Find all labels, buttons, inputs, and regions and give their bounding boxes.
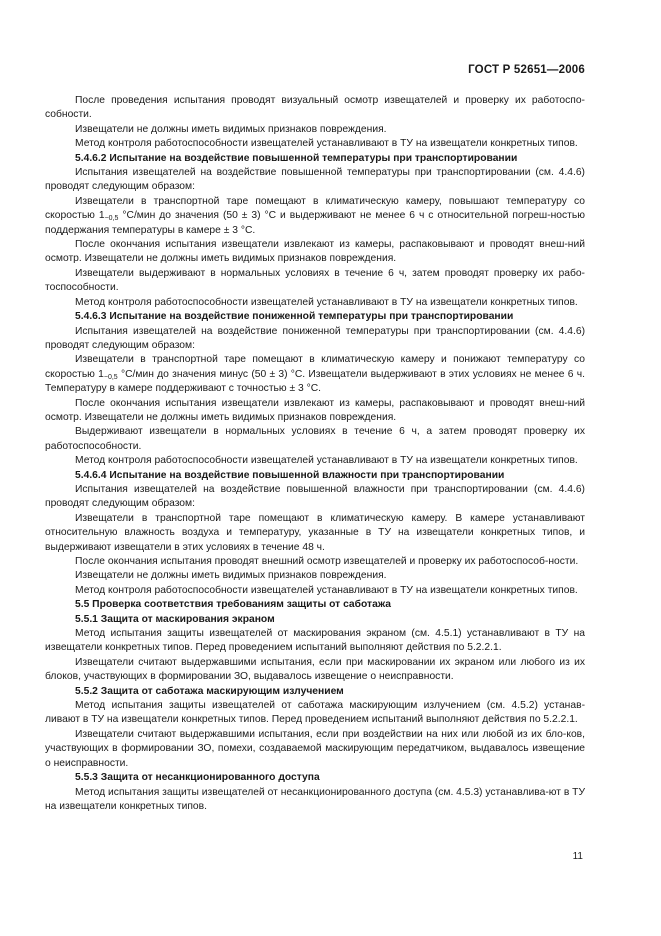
paragraph: Метод контроля работоспособности извещателей устанавливают в ТУ на извещатели конкретных типов. xyxy=(75,455,578,467)
paragraph: Извещатели считают выдержавшими испытания, если при маскировании их экраном или любого из их блоков, участвующих в формировании ЗО, выдавалось извещение о неисправности. xyxy=(45,656,585,683)
section-heading: 5.4.6.4 Испытание на воздействие повышенной влажности при транспортировании xyxy=(75,469,505,481)
paragraph: Испытания извещателей на воздействие повышенной температуры при транспортировании (см. 4.4.6) проводят следующим образом: xyxy=(45,167,585,193)
paragraph: Выдерживают извещатели в нормальных условиях в течение 6 ч, а затем проводят проверку их работоспособности. xyxy=(45,426,585,452)
paragraph: После проведения испытания проводят визуальный осмотр извещателей и проверку их работоспо-собности. xyxy=(45,95,585,121)
paragraph: Извещатели не должны иметь видимых признаков повреждения. xyxy=(75,123,387,135)
paragraph-text: Извещатели в транспортной таре помещают в климатическую камеру, повышают температуру со скоростью 1 xyxy=(45,195,585,222)
paragraph-text: Извещатели в транспортной таре помещают в климатическую камеру и понижают температуру со скоростью 1 xyxy=(45,354,585,380)
paragraph: Извещатели выдерживают в нормальных условиях в течение 6 ч, затем проводят проверку их рабо-тоспособности. xyxy=(45,267,585,294)
paragraph-text: °С/мин до значения (50 ± 3) °С и выдерживают не менее 6 ч с относительной погреш-ностью поддержания температуры в камере ± 3 °С. xyxy=(45,210,585,236)
tolerance-subscript: −0,5 xyxy=(104,215,119,223)
section-heading: 5.4.6.2 Испытание на воздействие повышенной температуры при транспортировании xyxy=(75,152,518,164)
document-body xyxy=(45,94,585,814)
paragraph: Испытания извещателей на воздействие повышенной влажности при транспортировании (см. 4.4.6) проводят следующим образом: xyxy=(45,483,585,510)
paragraph: После окончания испытания извещатели извлекают из камеры, распаковывают и проводят внеш-ний осмотр. Извещатели не должны иметь видимых признаков повреждения. xyxy=(45,239,585,265)
section-heading: 5.5 Проверка соответствия требованиям защиты от саботажа xyxy=(75,599,391,611)
paragraph: Метод испытания защиты извещателей от несанкционированного доступа (см. 4.5.3) устанавлива-ют в ТУ на извещатели конкретных типов. xyxy=(45,786,586,812)
section-heading: 5.4.6.3 Испытание на воздействие пониженной температуры при транспортировании xyxy=(75,311,514,323)
page-number: 11 xyxy=(572,851,583,862)
tolerance-subscript: −0,5 xyxy=(103,373,118,381)
paragraph: Метод испытания защиты извещателей от маскирования экраном (см. 4.5.1) устанавливают в ТУ на извещатели конкретных типов. Перед проведением испытаний выполняют действия по 5.2.2.1. xyxy=(45,628,585,654)
paragraph: Извещатели в транспортной таре помещают в климатическую камеру. В камере устанавливают относительную влажность воздуха и температуру, указанные в ТУ на извещатели конкретных типов, и выдерживают извещатели в этих условиях в течение 48 ч. xyxy=(45,512,585,553)
section-heading: 5.5.3 Защита от несанкционированного доступа xyxy=(75,772,320,784)
paragraph: Метод испытания защиты извещателей от саботажа маскирующим излучением (см. 4.5.2) устанав-ливают в ТУ на извещатели конкретных типов. Перед проведением испытаний выполняют действия по 5.2.2.1. xyxy=(45,700,585,726)
paragraph xyxy=(45,195,585,238)
paragraph-text: °С/мин до значения минус (50 ± 3) °С. Извещатели выдерживают в этих условиях не менее 6 ч. Температуру в камере поддерживают с точностью ± 3 °С. xyxy=(45,368,585,395)
paragraph: Метод контроля работоспособности извещателей устанавливают в ТУ на извещатели конкретных типов. xyxy=(75,584,578,596)
paragraph: Метод контроля работоспособности извещателей устанавливают в ТУ на извещатели конкретных типов. xyxy=(75,296,578,308)
paragraph: После окончания испытания извещатели извлекают из камеры, распаковывают и проводят внеш-ний осмотр. Извещатели не должны иметь видимых признаков повреждения. xyxy=(45,397,585,423)
paragraph: Метод контроля работоспособности извещателей устанавливают в ТУ на извещатели конкретных типов. xyxy=(75,138,578,150)
paragraph: Испытания извещателей на воздействие пониженной температуры при транспортировании (см. 4.4.6) проводят следующим образом: xyxy=(45,325,585,351)
paragraph: После окончания испытания проводят внешний осмотр извещателей и проверку их работоспособ-ности. xyxy=(75,556,579,567)
paragraph xyxy=(45,353,585,396)
paragraph: Извещатели не должны иметь видимых признаков повреждения. xyxy=(75,570,387,582)
document-id: ГОСТ Р 52651—2006 xyxy=(468,64,585,76)
section-heading: 5.5.1 Защита от маскирования экраном xyxy=(75,613,275,625)
paragraph: Извещатели считают выдержавшими испытания, если при воздействии на них или любой из их бло-ков, участвующих в формировании ЗО, помехи, создаваемой маскирующим передатчиком, выдавалось извещение о неисправности. xyxy=(45,728,585,769)
section-heading: 5.5.2 Защита от саботажа маскирующим излучением xyxy=(75,685,344,697)
